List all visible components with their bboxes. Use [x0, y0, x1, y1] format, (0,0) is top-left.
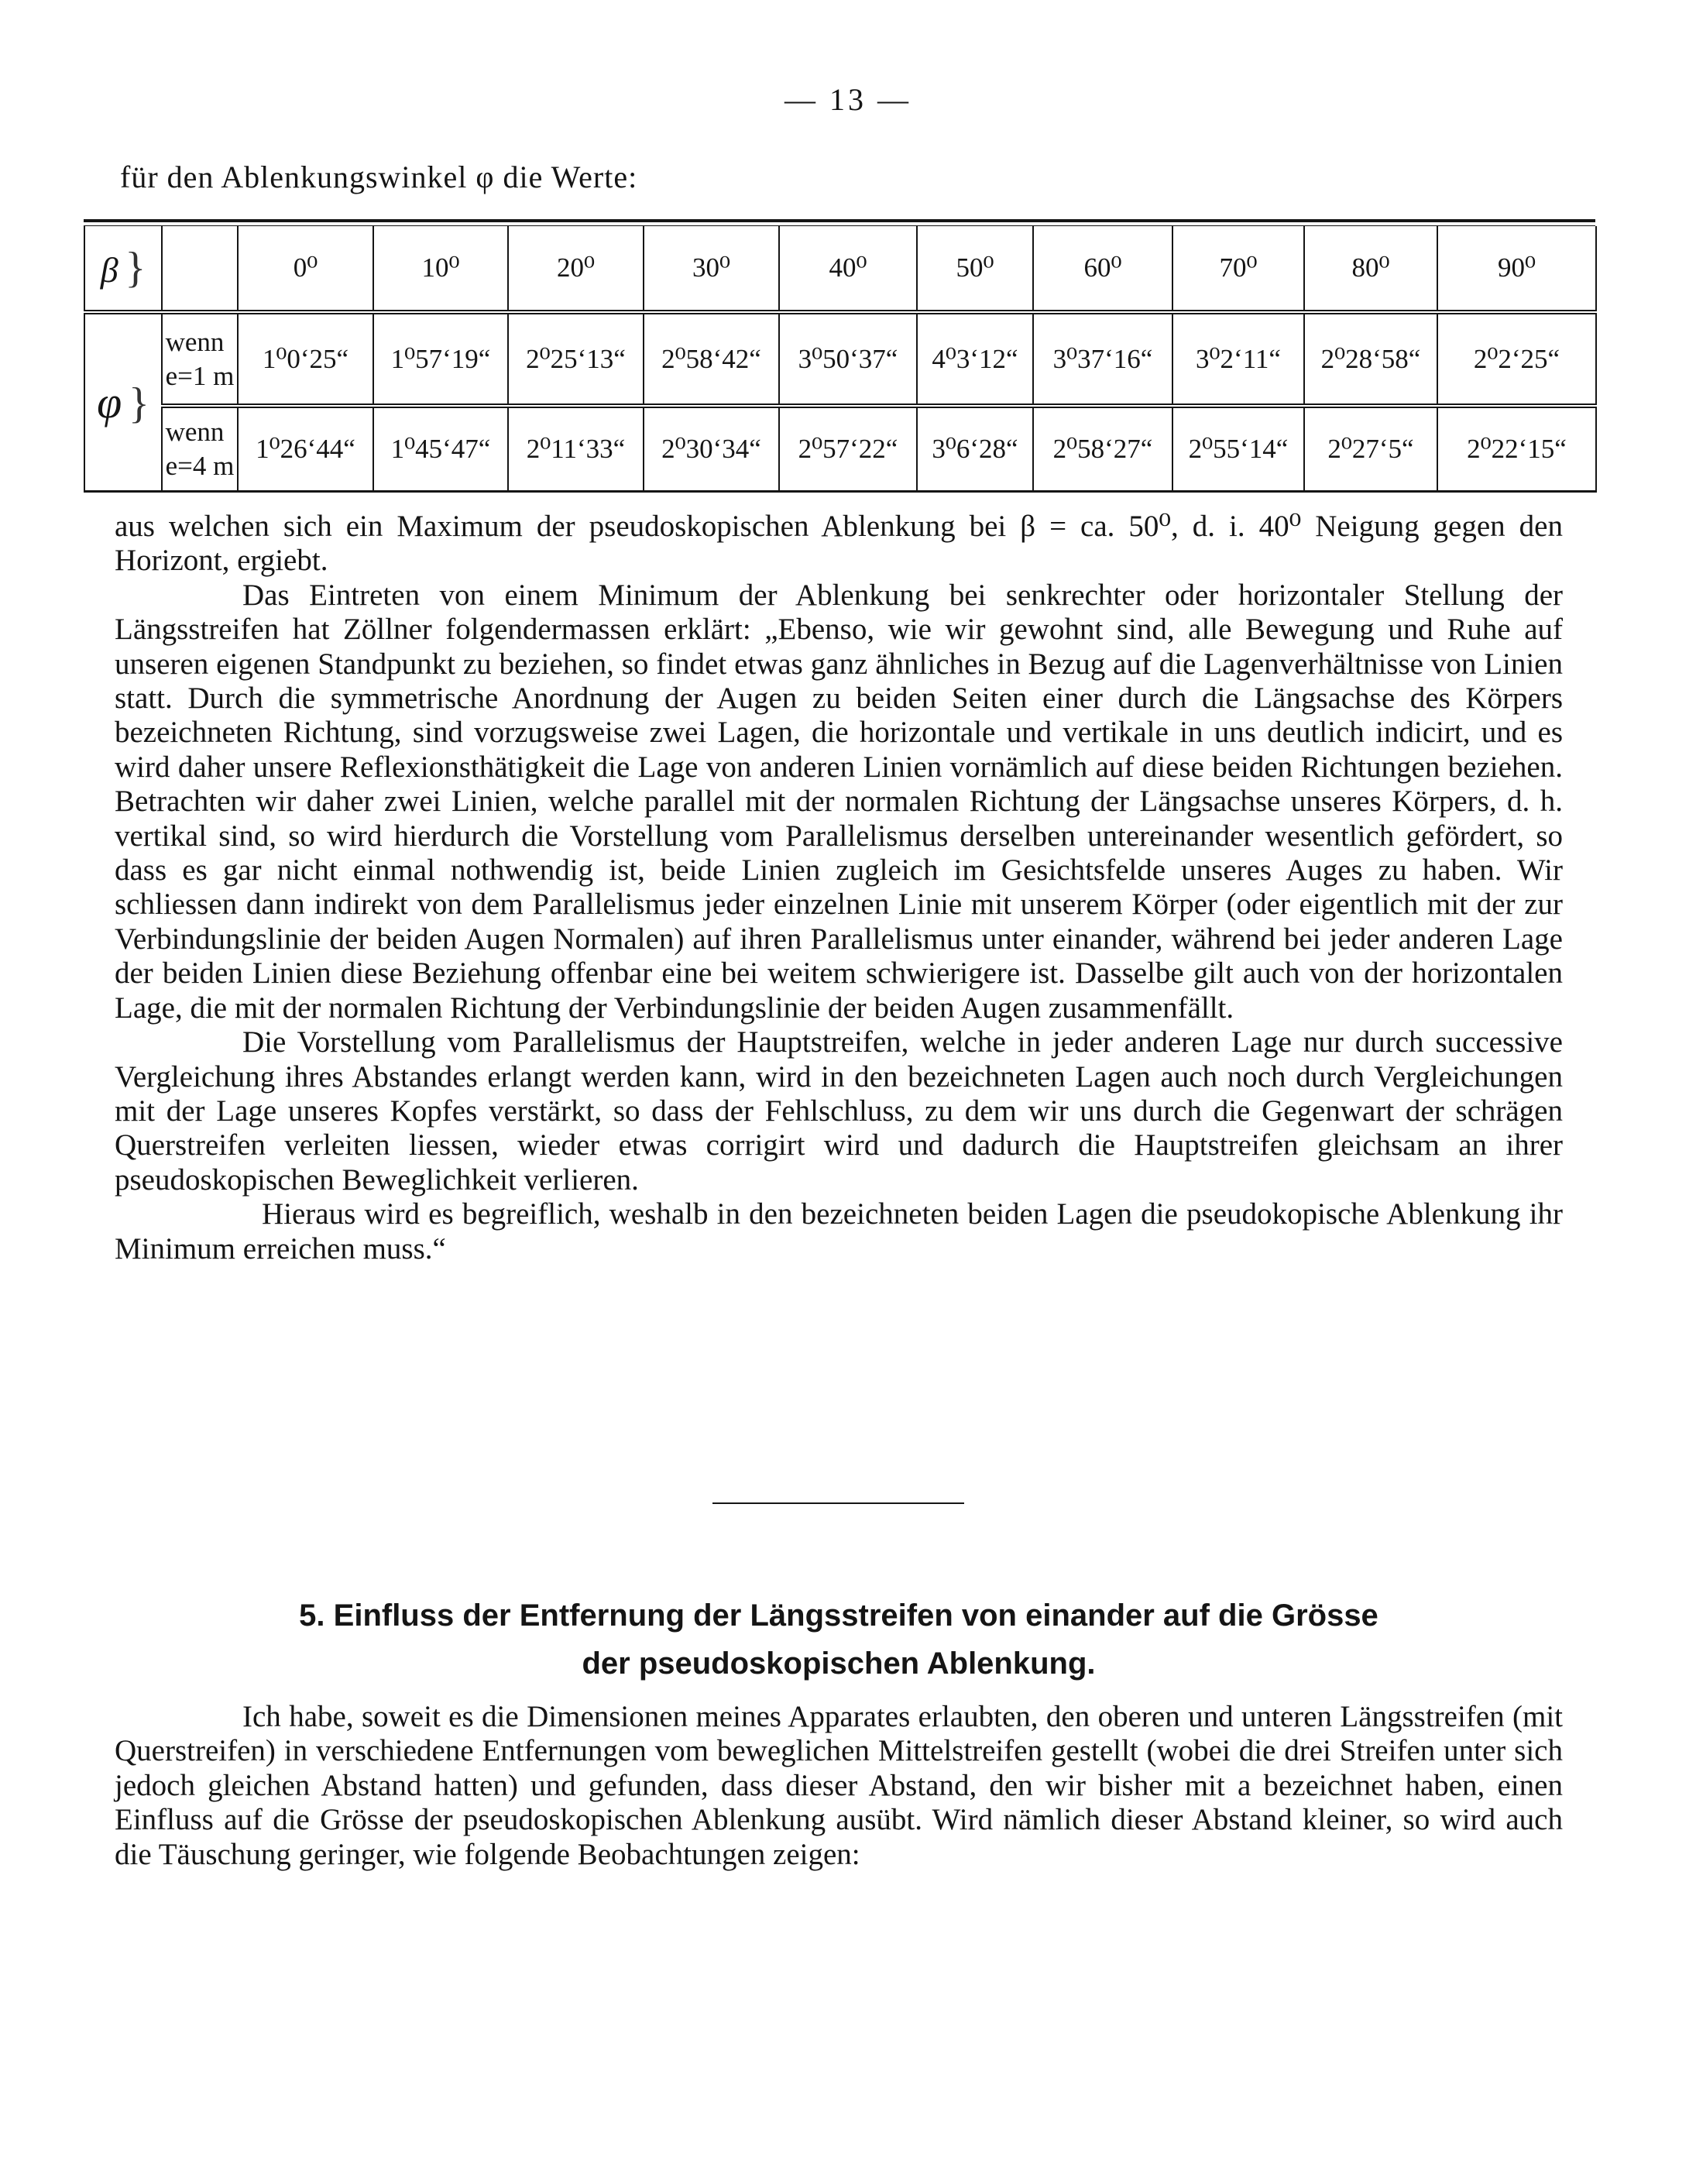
beta-symbol-cell	[84, 226, 162, 312]
value-cell: 3⁰50‘37“	[779, 312, 917, 406]
deflection-angle-table	[84, 226, 1597, 493]
paragraph: Ich habe, soweit es die Dimensionen meines Apparates erlaubten, den oberen und unteren Längsstreifen (mit Querstreifen) in verschiedene Entfernungen vom beweglichen Mittelstreifen gestellt (wobei die drei Streifen unter sich jedoch gleichen Abstand hatten) und gefunden, dass dieser Abstand, den wir bisher mit a bezeichnet haben, einen Einfluss auf die Grösse der pseudoskopischen Ablenkung ausübt. Wird nämlich dieser Abstand kleiner, so wird auch die Täuschung geringer, wie folgende Beobachtungen zeigen:	[115, 1700, 1563, 1871]
page-number: — 13 —	[784, 82, 912, 117]
table-intro-text: für den Ablenkungswinkel φ die Werte:	[120, 160, 638, 194]
value-cell: 2⁰25‘13“	[508, 312, 644, 406]
header-angle-cell: 80⁰	[1304, 226, 1437, 312]
deflection-table-container	[84, 219, 1595, 493]
header-angle-cell: 20⁰	[508, 226, 644, 312]
body-text-block-2	[115, 1700, 1563, 1872]
row-label	[166, 325, 235, 393]
value-cell: 3⁰2‘11“	[1172, 312, 1304, 406]
value-cell: 1⁰0‘25“	[238, 312, 373, 406]
section-separator-rule	[712, 1502, 964, 1504]
table-header-row	[84, 226, 1596, 312]
table-row	[84, 406, 1596, 492]
row-label-cell	[162, 406, 238, 492]
body-text-block-1	[115, 510, 1563, 1266]
row-label-line1: wenn	[165, 417, 225, 447]
row-label-cell	[162, 312, 238, 406]
value-cell: 1⁰57‘19“	[373, 312, 508, 406]
value-cell: 2⁰58‘42“	[644, 312, 779, 406]
value-cell: 2⁰30‘34“	[644, 406, 779, 492]
value-cell: 4⁰3‘12“	[917, 312, 1033, 406]
value-cell: 1⁰45‘47“	[373, 406, 508, 492]
header-angle-cell: 0⁰	[238, 226, 373, 312]
value-cell: 2⁰55‘14“	[1172, 406, 1304, 492]
phi-symbol: φ	[97, 377, 122, 428]
header-angle-cell: 90⁰	[1437, 226, 1596, 312]
value-cell: 3⁰37‘16“	[1033, 312, 1172, 406]
row-label-line2: e=1 m	[165, 360, 235, 391]
paragraph: aus welchen sich ein Maximum der pseudoskopischen Ablenkung bei β = ca. 50⁰, d. i. 40⁰ Neigung gegen den Horizont, ergiebt.	[115, 510, 1563, 578]
brace-icon: }	[125, 244, 146, 292]
paragraph: Hieraus wird es begreiflich, weshalb in den bezeichneten beiden Lagen die pseudokopische Ablenkung ihr Minimum erreichen muss.“	[115, 1197, 1563, 1265]
table-top-rule	[84, 219, 1595, 222]
value-cell: 1⁰26‘44“	[238, 406, 373, 492]
header-empty-cell	[162, 226, 238, 312]
row-label-line1: wenn	[165, 326, 225, 357]
value-cell: 2⁰28‘58“	[1304, 312, 1437, 406]
row-label-line2: e=4 m	[165, 451, 235, 481]
paragraph: Das Eintreten von einem Minimum der Ablenkung bei senkrechter oder horizontaler Stellung der Längsstreifen hat Zöllner folgendermassen erklärt: „Ebenso, wie wir gewohnt sind, alle Bewegung und Ruhe auf unseren eigenen Standpunkt zu beziehen, so findet etwas ganz ähnliches in Bezug auf die Lagenverhältnisse von Linien statt. Durch die symmetrische Anordnung der Augen zu beiden Seiten einer durch die Längsachse des Körpers bezeichneten Richtung, sind vorzugsweise zwei Lagen, die horizontale und vertikale in uns deutlich indicirt, und es wird daher unsere Reflexionsthätigkeit die Lage von anderen Linien vornämlich auf diese beiden Richtungen beziehen. Betrachten wir daher zwei Linien, welche parallel mit der normalen Richtung der Längsachse unseres Körpers, d. h. vertikal sind, so wird hierdurch die Vorstellung vom Parallelismus derselben untereinander wesentlich gefördert, so dass es gar nicht einmal nothwendig ist, beide Linien zugleich im Gesichtsfelde unseres Auges zu haben. Wir schliessen dann indirekt von dem Parallelismus jeder einzelnen Linie mit unserem Körper (oder eigentlich mit der zur Verbindungslinie der beiden Augen Normalen) auf ihren Parallelismus unter einander, während bei jeder anderen Lage der beiden Linien diese Beziehung offenbar eine bei weitem schwierigere ist. Dasselbe gilt auch von der horizontalen Lage, die mit der normalen Richtung der Verbindungslinie der beiden Augen zusammenfällt.	[115, 578, 1563, 1025]
value-cell: 2⁰2‘25“	[1437, 312, 1596, 406]
value-cell: 3⁰6‘28“	[917, 406, 1033, 492]
table-row	[84, 312, 1596, 406]
section-heading	[115, 1592, 1563, 1688]
value-cell: 2⁰27‘5“	[1304, 406, 1437, 492]
brace-icon: }	[128, 379, 149, 428]
value-cell: 2⁰11‘33“	[508, 406, 644, 492]
value-cell: 2⁰58‘27“	[1033, 406, 1172, 492]
header-angle-cell: 40⁰	[779, 226, 917, 312]
row-label	[166, 415, 235, 483]
header-angle-cell: 50⁰	[917, 226, 1033, 312]
beta-symbol: β	[100, 250, 118, 290]
value-cell: 2⁰22‘15“	[1437, 406, 1596, 492]
section-heading-line1: 5. Einfluss der Entfernung der Längsstreifen von einander auf die Grösse	[299, 1599, 1378, 1633]
header-angle-cell: 10⁰	[373, 226, 508, 312]
header-angle-cell: 60⁰	[1033, 226, 1172, 312]
header-angle-cell: 70⁰	[1172, 226, 1304, 312]
header-angle-cell: 30⁰	[644, 226, 779, 312]
paragraph: Die Vorstellung vom Parallelismus der Hauptstreifen, welche in jeder anderen Lage nur durch successive Vergleichung ihres Abstandes erlangt werden kann, wird in den bezeichneten Lagen auch noch durch Vergleichungen mit der Lage unseres Kopfes verstärkt, so dass der Fehlschluss, zu dem wir uns durch die Gegenwart der schrägen Querstreifen verleiten liessen, wieder etwas corrigirt wird und dadurch die Hauptstreifen gleichsam an ihrer pseudoskopischen Beweglichkeit verlieren.	[115, 1025, 1563, 1197]
phi-symbol-cell	[84, 312, 162, 492]
section-heading-line2: der pseudoskopischen Ablenkung.	[582, 1647, 1096, 1681]
value-cell: 2⁰57‘22“	[779, 406, 917, 492]
